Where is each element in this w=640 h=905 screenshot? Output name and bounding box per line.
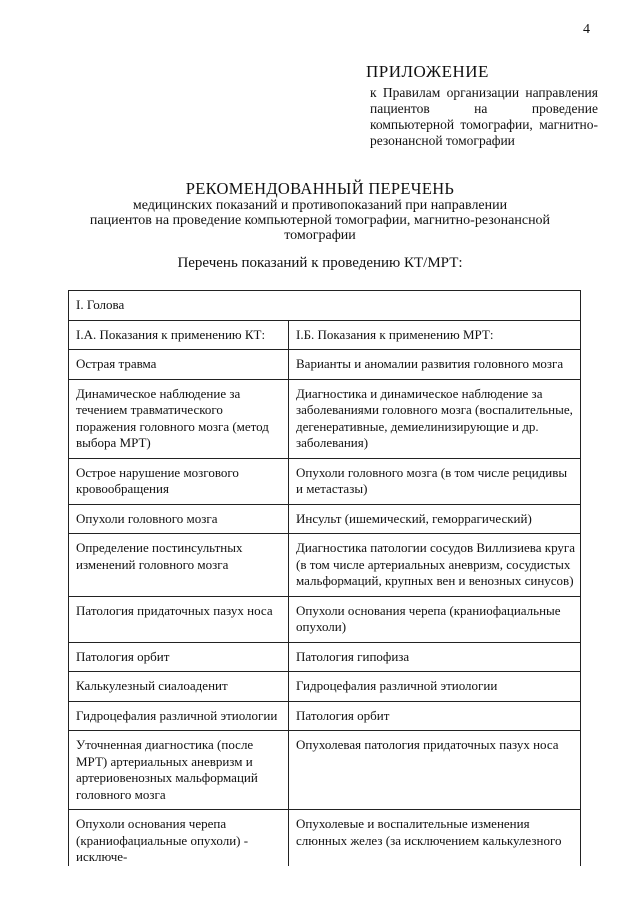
mri-cell: Инсульт (ишемический, геморрагический) xyxy=(289,504,581,534)
table-row xyxy=(69,379,581,458)
mri-cell: Опухолевая патология придаточных пазух носа xyxy=(289,731,581,810)
ct-cell: Гидроцефалия различной этиологии xyxy=(69,701,289,731)
mri-cell: Диагностика и динамическое наблюдение за заболеваниями головного мозга (воспалительные, дегенеративные, демиелинизирующие и др. заболевания) xyxy=(289,379,581,458)
appendix-block xyxy=(366,62,598,149)
heading-title: РЕКОМЕНДОВАННЫЙ ПЕРЕЧЕНЬ xyxy=(185,179,455,198)
ct-cell: Патология придаточных пазух носа xyxy=(69,596,289,642)
ct-cell: Опухоли головного мозга xyxy=(69,504,289,534)
ct-cell: Острая травма xyxy=(69,350,289,380)
ct-cell: Динамическое наблюдение за течением травматического поражения головного мозга (метод выбора МРТ) xyxy=(69,379,289,458)
table-row xyxy=(69,731,581,810)
heading-line-3: томографии xyxy=(284,228,356,243)
section-row xyxy=(69,291,581,321)
mri-cell: Опухолевые и воспалительные изменения слюнных желез (за исключением калькулезного xyxy=(289,810,581,866)
ct-cell: Опухоли основания черепа (краниофациальные опухоли) - исключе- xyxy=(69,810,289,866)
page-number: 4 xyxy=(583,22,590,37)
ct-cell: Уточненная диагностика (после МРТ) артериальных аневризм и артериовенозных мальформаций головного мозга xyxy=(69,731,289,810)
col-header-ct: I.А. Показания к применению КТ: xyxy=(69,320,289,350)
section-title: I. Голова xyxy=(69,291,581,321)
mri-cell: Патология гипофиза xyxy=(289,642,581,672)
table-row xyxy=(69,458,581,504)
ct-cell: Определение постинсультных изменений головного мозга xyxy=(69,534,289,597)
mri-cell: Опухоли головного мозга (в том числе рецидивы и метастазы) xyxy=(289,458,581,504)
document-heading xyxy=(60,180,580,243)
mri-cell: Диагностика патологии сосудов Виллизиева круга (в том числе артериальных аневризм, сосудистых мальформаций, крупных вен и венозных синусов) xyxy=(289,534,581,597)
appendix-title: ПРИЛОЖЕНИЕ xyxy=(366,62,489,81)
table-row xyxy=(69,350,581,380)
ct-cell: Калькулезный сиалоаденит xyxy=(69,672,289,702)
header-row xyxy=(69,320,581,350)
table-row xyxy=(69,672,581,702)
col-header-mri: I.Б. Показания к применению МРТ: xyxy=(289,320,581,350)
heading-line-2: пациентов на проведение компьютерной томографии, магнитно-резонансной xyxy=(89,213,551,228)
table-row xyxy=(69,534,581,597)
mri-cell: Гидроцефалия различной этиологии xyxy=(289,672,581,702)
list-caption: Перечень показаний к проведению КТ/МРТ: xyxy=(177,255,463,271)
ct-cell: Острое нарушение мозгового кровообращения xyxy=(69,458,289,504)
mri-cell: Опухоли основания черепа (краниофациальные опухоли) xyxy=(289,596,581,642)
table-row xyxy=(69,642,581,672)
table-row xyxy=(69,504,581,534)
table-row xyxy=(69,701,581,731)
heading-line-1: медицинских показаний и противопоказаний при направлении xyxy=(132,198,508,213)
mri-cell: Варианты и аномалии развития головного мозга xyxy=(289,350,581,380)
table-row xyxy=(69,596,581,642)
indications-table xyxy=(68,290,581,866)
mri-cell: Патология орбит xyxy=(289,701,581,731)
table-row xyxy=(69,810,581,866)
ct-cell: Патология орбит xyxy=(69,642,289,672)
appendix-text: к Правилам организации направления пациентов на проведение компьютерной томографии, магнитно-резонансной томографии xyxy=(370,85,598,148)
